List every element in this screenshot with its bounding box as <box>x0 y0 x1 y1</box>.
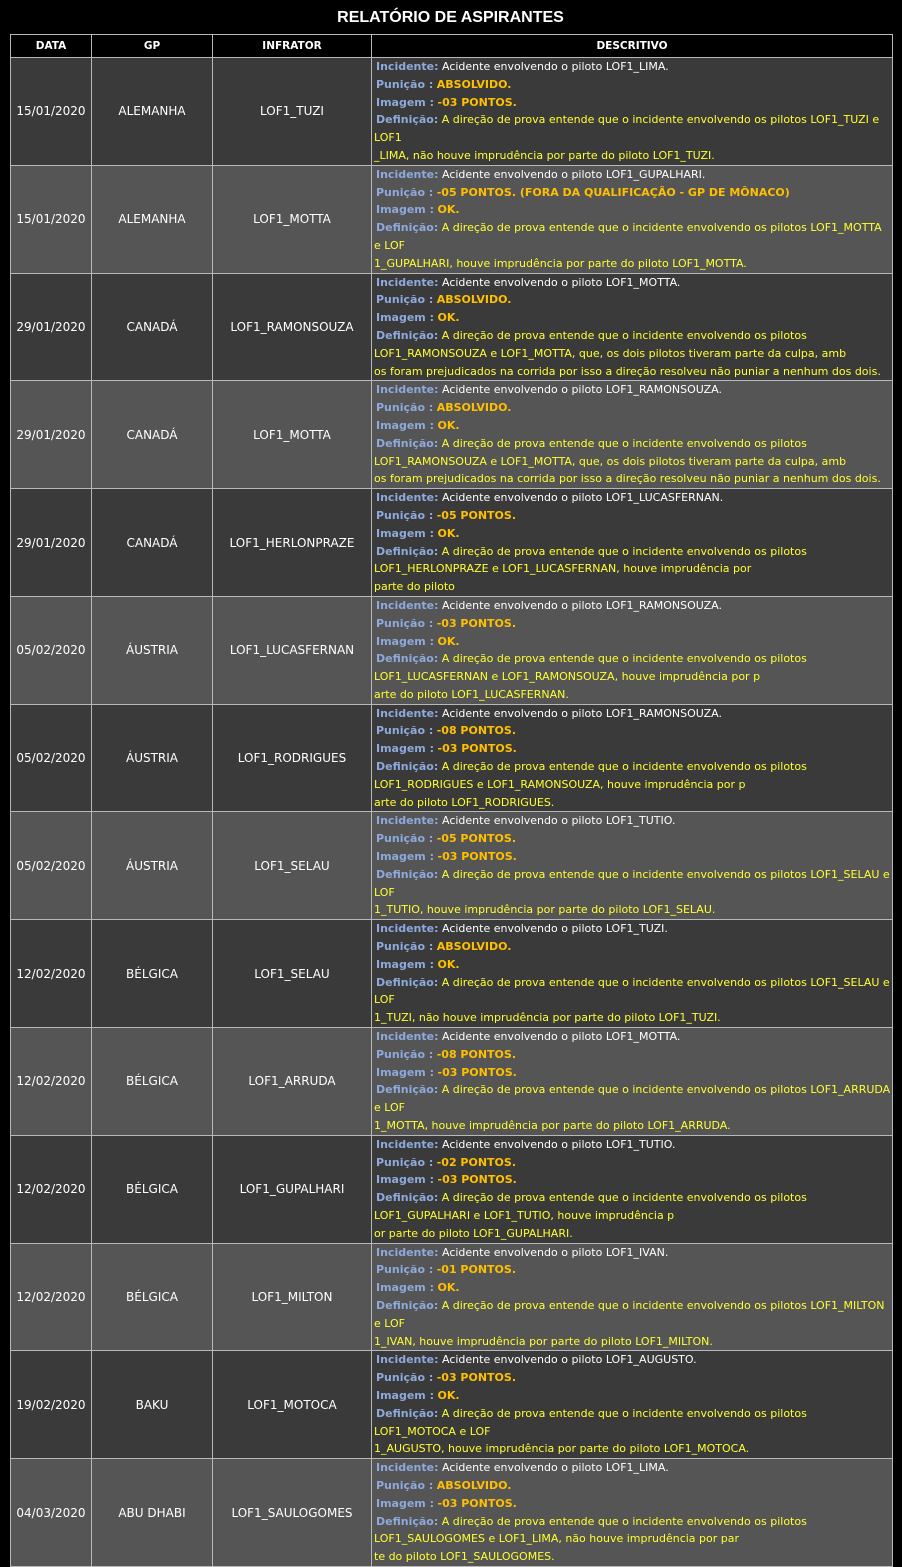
imagem-label: Imagem : <box>376 634 435 648</box>
header-infrator: INFRATOR <box>213 35 372 58</box>
table-header-row <box>11 35 893 58</box>
imagem-line <box>374 740 891 758</box>
descritivo-cell <box>372 58 893 166</box>
infrator-cell: LOF1_MOTOCA <box>213 1351 372 1459</box>
table-row <box>11 273 893 381</box>
definicao-value: A direção de prova entende que o incidente envolvendo os pilotos LOF1_RAMONSOUZA e LOF1_MOTTA, que, os dois pilotos tiveram parte da culpa, amb os foram prejudicados na corrida por isso a direção resolveu não puniar a nenhum dos dois. <box>374 328 881 378</box>
table-row <box>11 1459 893 1567</box>
imagem-value: OK. <box>437 526 460 540</box>
punicao-line <box>374 1369 891 1387</box>
table-row <box>11 1135 893 1243</box>
punicao-label: Punição : <box>376 185 434 199</box>
incidente-label: Incidente: <box>376 275 439 289</box>
definicao-label: Definição: <box>376 975 439 989</box>
date-cell: 29/01/2020 <box>11 381 92 489</box>
gp-cell: CANADÁ <box>92 273 213 381</box>
punicao-label: Punição : <box>376 1047 434 1061</box>
imagem-value: OK. <box>437 1388 460 1402</box>
incidente-value: Acidente envolvendo o piloto LOF1_GUPALHARI. <box>442 167 706 181</box>
punicao-value: ABSOLVIDO. <box>436 77 512 91</box>
incidente-value: Acidente envolvendo o piloto LOF1_MOTTA. <box>442 275 681 289</box>
imagem-line <box>374 309 891 327</box>
incidente-label: Incidente: <box>376 1137 439 1151</box>
incidente-line <box>374 166 891 184</box>
incidente-label: Incidente: <box>376 383 439 397</box>
definicao-value: A direção de prova entende que o incidente envolvendo os pilotos LOF1_GUPALHARI e LOF1_TUTIO, houve imprudência p or parte do piloto LOF1_GUPALHARI. <box>374 1191 807 1240</box>
definicao-block <box>374 437 881 486</box>
descritivo-cell <box>372 1459 893 1567</box>
definicao-label: Definição: <box>376 113 439 127</box>
incidente-value: Acidente envolvendo o piloto LOF1_TUZI. <box>442 922 668 936</box>
descritivo-cell <box>372 165 893 273</box>
date-cell: 05/02/2020 <box>11 596 92 704</box>
punicao-value: -03 PONTOS. <box>436 616 517 630</box>
incidente-line <box>374 1136 891 1154</box>
infrator-cell: LOF1_HERLONPRAZE <box>213 489 372 597</box>
punicao-label: Punição : <box>376 1155 434 1169</box>
date-cell: 29/01/2020 <box>11 273 92 381</box>
punicao-value: ABSOLVIDO. <box>436 1478 512 1492</box>
punicao-label: Punição : <box>376 1371 434 1385</box>
definicao-block <box>374 1191 807 1240</box>
punicao-label: Punição : <box>376 508 434 522</box>
imagem-line <box>374 848 891 866</box>
imagem-label: Imagem : <box>376 203 435 217</box>
definicao-block <box>374 1515 807 1564</box>
table-row <box>11 812 893 920</box>
punicao-value: -05 PONTOS. <box>436 832 517 846</box>
incidente-line <box>374 1244 891 1262</box>
punicao-line <box>374 830 891 848</box>
definicao-value: A direção de prova entende que o incidente envolvendo os pilotos LOF1_RODRIGUES e LOF1_RAMONSOUZA, houve imprudência por p arte do piloto LOF1_RODRIGUES. <box>374 760 807 809</box>
descritivo-cell <box>372 920 893 1028</box>
gp-cell: ALEMANHA <box>92 165 213 273</box>
punicao-line <box>374 722 891 740</box>
incidente-line <box>374 1351 891 1369</box>
incidente-label: Incidente: <box>376 1353 439 1367</box>
imagem-value: -03 PONTOS. <box>437 95 517 109</box>
table-body <box>11 58 893 1567</box>
gp-cell: BÉLGICA <box>92 920 213 1028</box>
definicao-label: Definição: <box>376 1191 439 1205</box>
definicao-value: A direção de prova entende que o incidente envolvendo os pilotos LOF1_MOTOCA e LOF 1_AUGUSTO, houve imprudência por parte do piloto LOF1_MOTOCA. <box>374 1406 807 1456</box>
descritivo-cell <box>372 1351 893 1459</box>
report-sheet <box>2 3 899 1564</box>
definicao-label: Definição: <box>376 867 439 881</box>
descritivo-cell <box>372 489 893 597</box>
table-row <box>11 165 893 273</box>
table-row <box>11 704 893 812</box>
header-gp: GP <box>92 35 213 58</box>
definicao-label: Definição: <box>376 221 439 235</box>
descritivo-cell <box>372 704 893 812</box>
date-cell: 29/01/2020 <box>11 489 92 597</box>
imagem-label: Imagem : <box>376 526 435 540</box>
imagem-line <box>374 201 891 219</box>
gp-cell: ÁUSTRIA <box>92 812 213 920</box>
punicao-line <box>374 1477 891 1495</box>
punicao-label: Punição : <box>376 293 434 307</box>
imagem-label: Imagem : <box>376 1388 435 1402</box>
punicao-label: Punição : <box>376 724 434 738</box>
report-title: RELATÓRIO DE ASPIRANTES <box>337 9 564 26</box>
punicao-value: -01 PONTOS. <box>436 1263 517 1277</box>
punicao-label: Punição : <box>376 940 434 954</box>
imagem-label: Imagem : <box>376 957 435 971</box>
imagem-label: Imagem : <box>376 1065 435 1079</box>
definicao-label: Definição: <box>376 544 439 558</box>
punicao-line <box>374 1046 891 1064</box>
definicao-value: A direção de prova entende que o incidente envolvendo os pilotos LOF1_SELAU e LOF 1_TUTIO, houve imprudência por parte do piloto LOF1_SELAU. <box>374 867 890 917</box>
imagem-line <box>374 1495 891 1513</box>
infrator-cell: LOF1_MOTTA <box>213 165 372 273</box>
table-row <box>11 58 893 166</box>
definicao-value: A direção de prova entende que o incidente envolvendo os pilotos LOF1_HERLONPRAZE e LOF1_LUCASFERNAN, houve imprudência por parte do piloto <box>374 544 807 594</box>
infrator-cell: LOF1_SELAU <box>213 812 372 920</box>
punicao-value: -03 PONTOS. <box>436 1371 517 1385</box>
definicao-block <box>374 1299 885 1348</box>
date-cell: 12/02/2020 <box>11 1135 92 1243</box>
incidente-line <box>374 58 891 76</box>
definicao-block <box>374 1083 890 1132</box>
definicao-value: A direção de prova entende que o incidente envolvendo os pilotos LOF1_MILTON e LOF 1_IVAN, houve imprudência por parte do piloto LOF1_MILTON. <box>374 1298 885 1348</box>
gp-cell: BAKU <box>92 1351 213 1459</box>
definicao-value: A direção de prova entende que o incidente envolvendo os pilotos LOF1_LUCASFERNAN e LOF1_RAMONSOUZA, houve imprudência por p arte do piloto LOF1_LUCASFERNAN. <box>374 652 807 701</box>
definicao-label: Definição: <box>376 760 439 774</box>
table-row <box>11 1028 893 1136</box>
incidente-value: Acidente envolvendo o piloto LOF1_RAMONSOUZA. <box>442 383 723 397</box>
infrator-cell: LOF1_RODRIGUES <box>213 704 372 812</box>
date-cell: 12/02/2020 <box>11 1243 92 1351</box>
incidente-value: Acidente envolvendo o piloto LOF1_MOTTA. <box>442 1030 681 1044</box>
header-data: DATA <box>11 35 92 58</box>
punicao-value: -08 PONTOS. <box>436 724 517 738</box>
imagem-value: OK. <box>437 957 460 971</box>
incidente-label: Incidente: <box>376 1245 439 1259</box>
incidente-label: Incidente: <box>376 491 439 505</box>
descritivo-cell <box>372 1135 893 1243</box>
imagem-value: OK. <box>437 418 460 432</box>
incidente-line <box>374 1459 891 1477</box>
gp-cell: CANADÁ <box>92 489 213 597</box>
imagem-value: OK. <box>437 203 460 217</box>
date-cell: 05/02/2020 <box>11 812 92 920</box>
incidente-line <box>374 597 891 615</box>
date-cell: 15/01/2020 <box>11 165 92 273</box>
definicao-value: A direção de prova entende que o incidente envolvendo os pilotos LOF1_ARRUDA e LOF 1_MOTTA, houve imprudência por parte do piloto LOF1_ARRUDA. <box>374 1083 891 1133</box>
punicao-line <box>374 1154 891 1172</box>
punicao-label: Punição : <box>376 1478 434 1492</box>
infrator-cell: LOF1_SELAU <box>213 920 372 1028</box>
date-cell: 05/02/2020 <box>11 704 92 812</box>
definicao-block <box>374 760 807 809</box>
punicao-label: Punição : <box>376 401 434 415</box>
punicao-line <box>374 399 891 417</box>
definicao-block <box>374 329 881 378</box>
incidente-line <box>374 705 891 723</box>
punicao-label: Punição : <box>376 1263 434 1277</box>
imagem-value: -03 PONTOS. <box>437 1496 517 1510</box>
gp-cell: ÁUSTRIA <box>92 704 213 812</box>
date-cell: 19/02/2020 <box>11 1351 92 1459</box>
incidente-line <box>374 1028 891 1046</box>
imagem-value: -03 PONTOS. <box>437 1065 517 1079</box>
incidente-value: Acidente envolvendo o piloto LOF1_LUCASFERNAN. <box>442 491 724 505</box>
definicao-block <box>374 976 890 1025</box>
imagem-line <box>374 956 891 974</box>
imagem-value: OK. <box>437 311 460 325</box>
definicao-block <box>374 221 882 270</box>
imagem-label: Imagem : <box>376 311 435 325</box>
infrator-cell: LOF1_ARRUDA <box>213 1028 372 1136</box>
imagem-value: OK. <box>437 1281 460 1295</box>
punicao-value: ABSOLVIDO. <box>436 401 512 415</box>
incidente-value: Acidente envolvendo o piloto LOF1_TUTIO. <box>442 814 676 828</box>
incident-table <box>10 34 893 1567</box>
descritivo-cell <box>372 596 893 704</box>
incidente-value: Acidente envolvendo o piloto LOF1_TUTIO. <box>442 1137 676 1151</box>
incidente-line <box>374 274 891 292</box>
definicao-label: Definição: <box>376 436 439 450</box>
definicao-label: Definição: <box>376 1083 439 1097</box>
punicao-label: Punição : <box>376 832 434 846</box>
punicao-line <box>374 507 891 525</box>
definicao-label: Definição: <box>376 1514 439 1528</box>
incidente-line <box>374 381 891 399</box>
descritivo-cell <box>372 273 893 381</box>
incidente-value: Acidente envolvendo o piloto LOF1_AUGUSTO. <box>442 1353 697 1367</box>
descritivo-cell <box>372 381 893 489</box>
incidente-line <box>374 812 891 830</box>
imagem-line <box>374 633 891 651</box>
gp-cell: ÁUSTRIA <box>92 596 213 704</box>
imagem-line <box>374 525 891 543</box>
infrator-cell: LOF1_MILTON <box>213 1243 372 1351</box>
definicao-value: A direção de prova entende que o incidente envolvendo os pilotos LOF1_SELAU e LOF 1_TUZI, não houve imprudência por parte do piloto LOF1_TUZI. <box>374 975 890 1025</box>
date-cell: 04/03/2020 <box>11 1459 92 1567</box>
incidente-label: Incidente: <box>376 922 439 936</box>
table-row <box>11 1351 893 1459</box>
gp-cell: BÉLGICA <box>92 1135 213 1243</box>
punicao-line <box>374 615 891 633</box>
infrator-cell: LOF1_SAULOGOMES <box>213 1459 372 1567</box>
punicao-label: Punição : <box>376 77 434 91</box>
incidente-value: Acidente envolvendo o piloto LOF1_IVAN. <box>442 1245 669 1259</box>
definicao-block <box>374 113 879 162</box>
date-cell: 12/02/2020 <box>11 1028 92 1136</box>
incidente-label: Incidente: <box>376 598 439 612</box>
table-row <box>11 489 893 597</box>
incidente-line <box>374 920 891 938</box>
imagem-line <box>374 94 891 112</box>
incidente-value: Acidente envolvendo o piloto LOF1_LIMA. <box>442 60 669 73</box>
punicao-line <box>374 938 891 956</box>
incidente-label: Incidente: <box>376 814 439 828</box>
table-row <box>11 381 893 489</box>
infrator-cell: LOF1_LUCASFERNAN <box>213 596 372 704</box>
header-descritivo: DESCRITIVO <box>372 35 893 58</box>
incidente-label: Incidente: <box>376 60 439 73</box>
punicao-value: -05 PONTOS. (FORA DA QUALIFICAÇÃO - GP DE MÔNACO) <box>436 185 790 199</box>
infrator-cell: LOF1_TUZI <box>213 58 372 166</box>
imagem-value: -03 PONTOS. <box>437 850 517 864</box>
definicao-label: Definição: <box>376 1406 439 1420</box>
definicao-label: Definição: <box>376 328 439 342</box>
imagem-label: Imagem : <box>376 1496 435 1510</box>
gp-cell: BÉLGICA <box>92 1243 213 1351</box>
definicao-value: A direção de prova entende que o incidente envolvendo os pilotos LOF1_TUZI e LOF1 _LIMA, não houve imprudência por parte do piloto LOF1_TUZI. <box>374 113 880 162</box>
imagem-value: OK. <box>437 634 460 648</box>
gp-cell: CANADÁ <box>92 381 213 489</box>
punicao-label: Punição : <box>376 616 434 630</box>
incidente-value: Acidente envolvendo o piloto LOF1_LIMA. <box>442 1461 669 1475</box>
imagem-line <box>374 1279 891 1297</box>
definicao-label: Definição: <box>376 652 439 666</box>
definicao-block <box>374 868 890 917</box>
table-row <box>11 596 893 704</box>
gp-cell: BÉLGICA <box>92 1028 213 1136</box>
punicao-value: -08 PONTOS. <box>436 1047 517 1061</box>
infrator-cell: LOF1_MOTTA <box>213 381 372 489</box>
imagem-line <box>374 1171 891 1189</box>
imagem-value: -03 PONTOS. <box>437 1173 517 1187</box>
punicao-value: -05 PONTOS. <box>436 508 517 522</box>
definicao-value: A direção de prova entende que o incidente envolvendo os pilotos LOF1_RAMONSOUZA e LOF1_MOTTA, que, os dois pilotos tiveram parte da culpa, amb os foram prejudicados na corrida por isso a direção resolveu não puniar a nenhum dos dois. <box>374 436 881 486</box>
imagem-label: Imagem : <box>376 418 435 432</box>
infrator-cell: LOF1_GUPALHARI <box>213 1135 372 1243</box>
definicao-value: A direção de prova entende que o incidente envolvendo os pilotos LOF1_MOTTA e LOF 1_GUPALHARI, houve imprudência por parte do piloto LOF1_MOTTA. <box>374 221 882 270</box>
infrator-cell: LOF1_RAMONSOUZA <box>213 273 372 381</box>
incidente-value: Acidente envolvendo o piloto LOF1_RAMONSOUZA. <box>442 598 723 612</box>
imagem-value: -03 PONTOS. <box>437 742 517 756</box>
imagem-label: Imagem : <box>376 95 435 109</box>
punicao-line <box>374 76 891 94</box>
incidente-label: Incidente: <box>376 1030 439 1044</box>
incidente-value: Acidente envolvendo o piloto LOF1_RAMONSOUZA. <box>442 706 723 720</box>
date-cell: 15/01/2020 <box>11 58 92 166</box>
incidente-label: Incidente: <box>376 706 439 720</box>
descritivo-cell <box>372 1028 893 1136</box>
incidente-label: Incidente: <box>376 167 439 181</box>
imagem-line <box>374 1064 891 1082</box>
table-row <box>11 1243 893 1351</box>
punicao-value: -02 PONTOS. <box>436 1155 517 1169</box>
descritivo-cell <box>372 1243 893 1351</box>
punicao-value: ABSOLVIDO. <box>436 293 512 307</box>
date-cell: 12/02/2020 <box>11 920 92 1028</box>
punicao-line <box>374 184 891 202</box>
imagem-label: Imagem : <box>376 742 435 756</box>
gp-cell: ALEMANHA <box>92 58 213 166</box>
definicao-block <box>374 1407 807 1456</box>
imagem-label: Imagem : <box>376 850 435 864</box>
punicao-line <box>374 1261 891 1279</box>
descritivo-cell <box>372 812 893 920</box>
incidente-label: Incidente: <box>376 1461 439 1475</box>
imagem-label: Imagem : <box>376 1281 435 1295</box>
definicao-label: Definição: <box>376 1298 439 1312</box>
definicao-value: A direção de prova entende que o incidente envolvendo os pilotos LOF1_SAULOGOMES e LOF1_LIMA, não houve imprudência por par te do piloto LOF1_SAULOGOMES. <box>374 1514 807 1564</box>
table-row <box>11 920 893 1028</box>
definicao-block <box>374 545 807 594</box>
punicao-value: ABSOLVIDO. <box>436 940 512 954</box>
definicao-block <box>374 652 807 701</box>
punicao-line <box>374 291 891 309</box>
imagem-line <box>374 417 891 435</box>
imagem-label: Imagem : <box>376 1173 435 1187</box>
incidente-line <box>374 489 891 507</box>
imagem-line <box>374 1387 891 1405</box>
gp-cell: ABU DHABI <box>92 1459 213 1567</box>
